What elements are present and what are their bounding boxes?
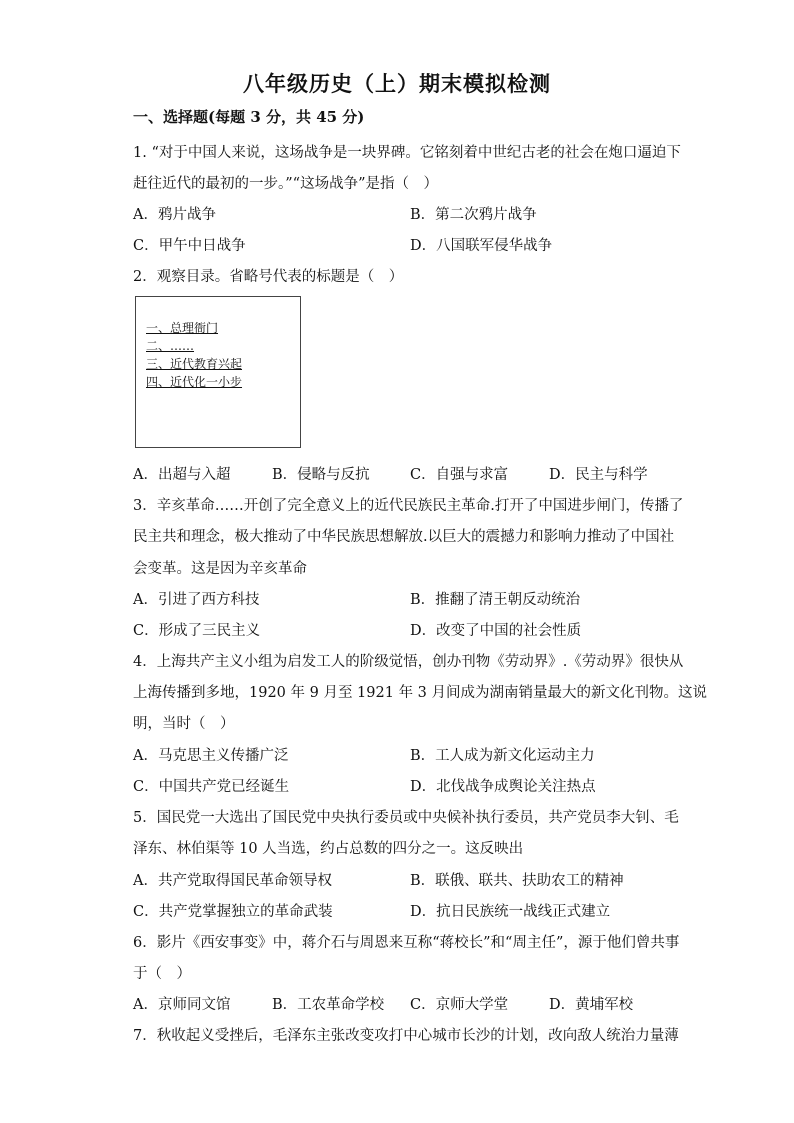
q3-option-a: A．引进了西方科技 [133, 592, 260, 608]
q2-option-a: A．出超与入超 [133, 467, 231, 483]
q5-option-a: A．共产党取得国民革命领导权 [133, 873, 332, 889]
q4-option-a: A．马克思主义传播广泛 [133, 748, 289, 764]
q3-stem-line2: 民主共和理念，极大推动了中华民族思想解放.以巨大的震撼力和影响力推动了中国社 [133, 529, 675, 545]
q2-option-c: C．自强与求富 [410, 467, 509, 483]
table-of-contents-figure [135, 296, 301, 448]
q1-option-b: B．第二次鸦片战争 [410, 207, 537, 223]
q5-stem-line1: 5．国民党一大选出了国民党中央执行委员或中央候补执行委员，共产党员李大钊、毛 [133, 810, 679, 826]
q6-stem-line1: 6．影片《西安事变》中，蒋介石与周恩来互称“蒋校长”和“周主任”，源于他们曾共事 [133, 935, 680, 951]
toc-item: 三、近代教育兴起 [146, 357, 243, 371]
q6-option-c: C．京师大学堂 [410, 997, 509, 1013]
q6-stem-line2: 于（ ） [133, 966, 191, 982]
q4-stem-line1: 4．上海共产主义小组为启发工人的阶级觉悟，创办刊物《劳动界》.《劳动界》很快从 [133, 654, 684, 670]
q4-stem-line3: 明，当时（ ） [133, 716, 235, 732]
q2-stem-line1: 2．观察目录。省略号代表的标题是（ ） [133, 269, 404, 285]
q3-option-b: B．推翻了清王朝反动统治 [410, 592, 581, 608]
q1-stem-line2: 赶往近代的最初的一步。”“这场战争”是指（ ） [133, 176, 438, 192]
q3-option-c: C．形成了三民主义 [133, 623, 261, 639]
q5-option-d: D．抗日民族统一战线正式建立 [410, 904, 611, 920]
exam-title: 八年级历史（上）期末模拟检测 [243, 71, 551, 96]
q1-option-a: A．鸦片战争 [133, 207, 216, 223]
q5-option-b: B．联俄、联共、扶助农工的精神 [410, 873, 624, 889]
toc-item: 四、近代化一小步 [146, 375, 243, 389]
toc-item: 二、…… [146, 339, 195, 353]
q6-option-d: D．黄埔军校 [549, 997, 634, 1013]
q5-option-c: C．共产党掌握独立的革命武装 [133, 904, 333, 920]
q2-option-b: B．侵略与反抗 [272, 467, 370, 483]
q3-stem-line1: 3．辛亥革命……开创了完全意义上的近代民族民主革命.打开了中国进步闸门，传播了 [133, 498, 684, 514]
q7-stem-line1: 7．秋收起义受挫后，毛泽东主张改变攻打中心城市长沙的计划，改向敌人统治力量薄 [133, 1028, 679, 1044]
section-heading: 一、选择题(每题 3 分，共 45 分) [133, 108, 365, 126]
q2-option-d: D．民主与科学 [549, 467, 648, 483]
q1-option-c: C．甲午中日战争 [133, 238, 246, 254]
q4-option-c: C．中国共产党已经诞生 [133, 779, 290, 795]
q4-option-b: B．工人成为新文化运动主力 [410, 748, 595, 764]
q3-stem-line3: 会变革。这是因为辛亥革命 [133, 561, 307, 577]
q6-option-b: B．工农革命学校 [272, 997, 385, 1013]
toc-item: 一、总理衙门 [146, 321, 219, 335]
q5-stem-line2: 泽东、林伯渠等 10 人当选，约占总数的四分之一。这反映出 [133, 841, 524, 857]
q1-stem-line1: 1. “对于中国人来说，这场战争是一块界碑。它铭刻着中世纪古老的社会在炮口逼迫下 [133, 145, 681, 161]
q1-option-d: D．八国联军侵华战争 [410, 238, 553, 254]
q3-option-d: D．改变了中国的社会性质 [410, 623, 582, 639]
q4-option-d: D．北伐战争成舆论关注热点 [410, 779, 596, 795]
q6-option-a: A．京师同文馆 [133, 997, 231, 1013]
q4-stem-line2: 上海传播到多地，1920 年 9 月至 1921 年 3 月间成为湖南销量最大的新文化刊物。这说 [133, 685, 708, 701]
